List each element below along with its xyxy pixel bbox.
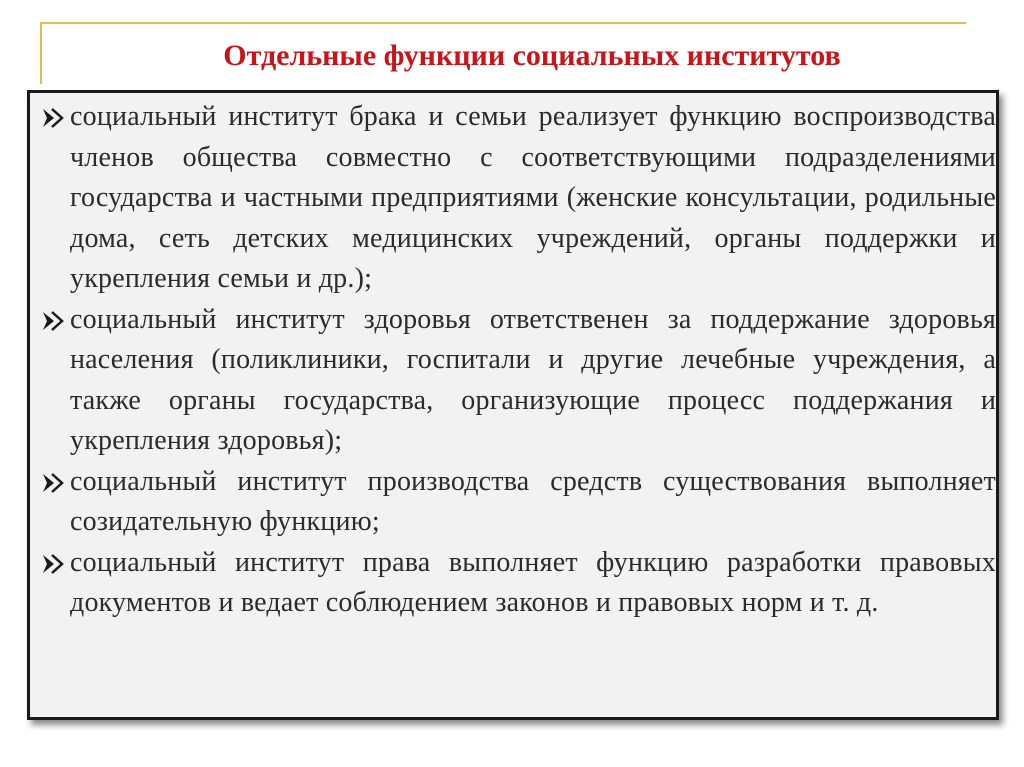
arrow-check-bullet-icon xyxy=(40,300,66,340)
list-item xyxy=(30,462,996,543)
list-item xyxy=(30,300,996,462)
list-item-text: социальный институт здоровья ответственен за поддержание здоровья населения (поликлиники, госпитали и другие лечебные учреждения, а также органы государства, организующие процесс поддержания и укрепления здоровья); xyxy=(70,303,996,456)
arrow-check-bullet-icon xyxy=(40,97,66,137)
list-item-text: социальный институт права выполняет функцию разработки правовых документов и ведает соблюдением законов и правовых норм и т. д. xyxy=(70,546,996,618)
arrow-check-bullet-icon xyxy=(40,462,66,502)
list-item xyxy=(30,543,996,624)
list-item-text: социальный институт производства средств существования выполняет созидательную функцию; xyxy=(70,465,996,537)
slide-title: Отдельные функции социальных институтов xyxy=(223,39,841,72)
functions-list xyxy=(30,93,996,624)
content-box xyxy=(27,90,999,720)
list-item xyxy=(30,97,996,300)
arrow-check-bullet-icon xyxy=(40,543,66,583)
accent-line-top xyxy=(40,22,966,24)
list-item-text: социальный институт брака и семьи реализует функцию воспроизводства членов общества совместно с соответствующими подразделениями государства и частными предприятиями (женские консультации, родильные дома, сеть детских медицинских учреждений, органы поддержки и укрепления семьи и др.); xyxy=(70,101,996,294)
